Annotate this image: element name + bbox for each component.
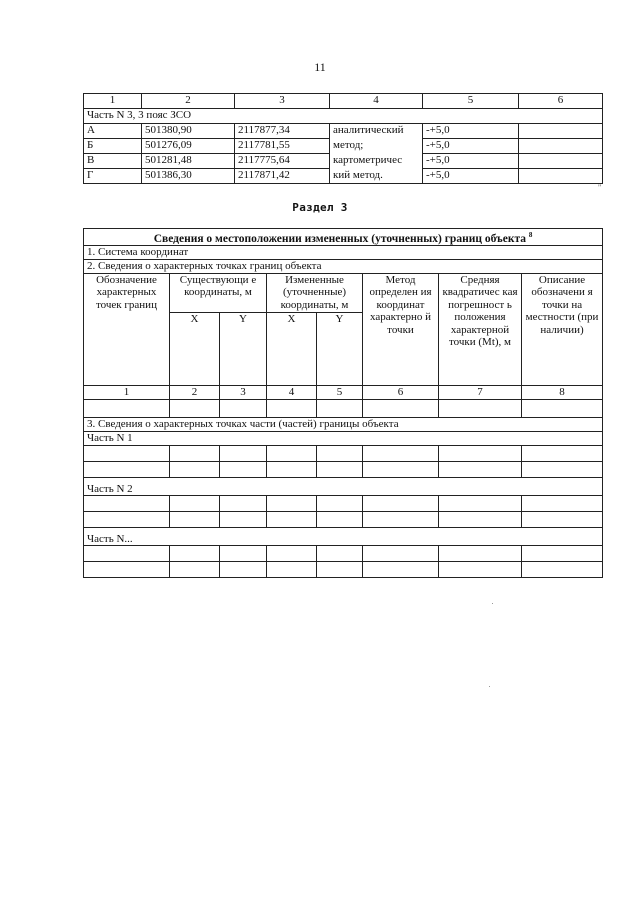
col-num: 2 bbox=[142, 94, 235, 109]
header-row bbox=[84, 273, 603, 312]
empty-cell bbox=[220, 461, 267, 477]
empty-cell bbox=[84, 511, 170, 527]
part-label: Часть N 3, 3 пояс ЗСО bbox=[84, 109, 603, 124]
empty-cell bbox=[363, 545, 439, 561]
point-name: Б bbox=[84, 139, 142, 154]
margin-mark: " bbox=[598, 183, 602, 192]
col-num: 6 bbox=[519, 94, 603, 109]
empty-cell bbox=[522, 511, 603, 527]
empty-cell bbox=[363, 445, 439, 461]
part-label-row bbox=[84, 109, 603, 124]
point-accuracy: -+5,0 bbox=[423, 169, 519, 184]
header-description: Описание обозначени я точки на местности (при наличии) bbox=[522, 273, 603, 385]
scan-speck bbox=[492, 603, 493, 604]
point-y: 2117781,55 bbox=[235, 139, 330, 154]
empty-cell bbox=[522, 461, 603, 477]
header-x: X bbox=[267, 312, 317, 385]
empty-cell bbox=[363, 511, 439, 527]
empty-cell bbox=[220, 445, 267, 461]
empty-cell bbox=[84, 545, 170, 561]
empty-cell bbox=[267, 399, 317, 417]
point-x: 501386,30 bbox=[142, 169, 235, 184]
empty-cell bbox=[170, 545, 220, 561]
point-x: 501380,90 bbox=[142, 124, 235, 139]
empty-cell bbox=[317, 561, 363, 577]
empty-cell bbox=[439, 495, 522, 511]
part-coordinates-table bbox=[83, 93, 603, 184]
section-title: Раздел 3 bbox=[292, 201, 348, 214]
table-row bbox=[84, 139, 603, 154]
point-note bbox=[519, 139, 603, 154]
empty-cell bbox=[170, 495, 220, 511]
point-accuracy: -+5,0 bbox=[423, 139, 519, 154]
coord-system-row bbox=[84, 245, 603, 259]
col-num: 1 bbox=[84, 94, 142, 109]
col-num: 8 bbox=[522, 385, 603, 399]
empty-row bbox=[84, 399, 603, 417]
point-x: 501276,09 bbox=[142, 139, 235, 154]
point-accuracy: -+5,0 bbox=[423, 124, 519, 139]
empty-cell bbox=[439, 399, 522, 417]
point-method: аналитический bbox=[330, 124, 423, 139]
empty-cell bbox=[363, 399, 439, 417]
header-method: Метод определен ия координат характерно й точки bbox=[363, 273, 439, 385]
empty-cell bbox=[363, 461, 439, 477]
empty-cell bbox=[170, 461, 220, 477]
empty-cell bbox=[439, 461, 522, 477]
col-num: 7 bbox=[439, 385, 522, 399]
empty-cell bbox=[170, 511, 220, 527]
col-num: 6 bbox=[363, 385, 439, 399]
header-x: X bbox=[170, 312, 220, 385]
parts-info-label: 3. Сведения о характерных точках части (частей) границы объекта bbox=[84, 417, 603, 431]
point-method: кий метод. bbox=[330, 169, 423, 184]
col-num: 5 bbox=[317, 385, 363, 399]
empty-cell bbox=[267, 561, 317, 577]
empty-cell bbox=[522, 561, 603, 577]
header-y: Y bbox=[220, 312, 267, 385]
empty-cell bbox=[267, 495, 317, 511]
empty-cell bbox=[317, 461, 363, 477]
points-info-row bbox=[84, 259, 603, 273]
table-title-text: Сведения о местоположении измененных (уточненных) границ объекта bbox=[153, 232, 527, 245]
table-row bbox=[84, 124, 603, 139]
empty-cell bbox=[267, 445, 317, 461]
point-y: 2117877,34 bbox=[235, 124, 330, 139]
col-num: 4 bbox=[267, 385, 317, 399]
empty-cell bbox=[317, 445, 363, 461]
point-note bbox=[519, 169, 603, 184]
header-existing: Существующи е координаты, м bbox=[170, 273, 267, 312]
empty-cell bbox=[267, 461, 317, 477]
part-row bbox=[84, 431, 603, 445]
part-row bbox=[84, 477, 603, 495]
point-y: 2117871,42 bbox=[235, 169, 330, 184]
empty-cell bbox=[363, 495, 439, 511]
empty-cell bbox=[170, 399, 220, 417]
point-x: 501281,48 bbox=[142, 154, 235, 169]
point-accuracy: -+5,0 bbox=[423, 154, 519, 169]
col-num: 3 bbox=[220, 385, 267, 399]
point-y: 2117775,64 bbox=[235, 154, 330, 169]
empty-cell bbox=[220, 561, 267, 577]
empty-cell bbox=[220, 399, 267, 417]
empty-cell bbox=[439, 545, 522, 561]
empty-cell bbox=[317, 511, 363, 527]
table-row bbox=[84, 154, 603, 169]
empty-cell bbox=[317, 399, 363, 417]
point-method: метод; bbox=[330, 139, 423, 154]
point-note bbox=[519, 124, 603, 139]
part-row bbox=[84, 527, 603, 545]
empty-row bbox=[84, 461, 603, 477]
empty-cell bbox=[317, 545, 363, 561]
points-info-label: 2. Сведения о характерных точках границ объекта bbox=[84, 259, 603, 273]
empty-cell bbox=[522, 399, 603, 417]
point-method: картометричес bbox=[330, 154, 423, 169]
point-note bbox=[519, 154, 603, 169]
empty-cell bbox=[170, 561, 220, 577]
column-number-row bbox=[84, 94, 603, 109]
col-num: 4 bbox=[330, 94, 423, 109]
header-designation: Обозначение характерных точек границ bbox=[84, 273, 170, 385]
boundary-info-table bbox=[83, 228, 603, 578]
col-num: 5 bbox=[423, 94, 519, 109]
empty-cell bbox=[522, 445, 603, 461]
header-y: Y bbox=[317, 312, 363, 385]
empty-cell bbox=[439, 561, 522, 577]
point-name: Г bbox=[84, 169, 142, 184]
coord-system-label: 1. Система координат bbox=[84, 245, 603, 259]
col-num: 1 bbox=[84, 385, 170, 399]
empty-cell bbox=[317, 495, 363, 511]
col-num: 3 bbox=[235, 94, 330, 109]
table-row bbox=[84, 169, 603, 184]
empty-cell bbox=[522, 545, 603, 561]
empty-cell bbox=[439, 445, 522, 461]
header-changed: Измененные (уточненные) координаты, м bbox=[267, 273, 363, 312]
empty-cell bbox=[84, 495, 170, 511]
empty-cell bbox=[84, 461, 170, 477]
footnote-ref: 8 bbox=[528, 231, 533, 239]
empty-cell bbox=[84, 445, 170, 461]
table-title bbox=[84, 229, 603, 246]
part-label: Часть N 2 bbox=[84, 477, 603, 495]
empty-cell bbox=[220, 495, 267, 511]
empty-cell bbox=[220, 545, 267, 561]
column-number-row bbox=[84, 385, 603, 399]
empty-row bbox=[84, 561, 603, 577]
empty-row bbox=[84, 445, 603, 461]
empty-cell bbox=[220, 511, 267, 527]
empty-row bbox=[84, 495, 603, 511]
empty-row bbox=[84, 545, 603, 561]
empty-row bbox=[84, 511, 603, 527]
empty-cell bbox=[84, 399, 170, 417]
scan-speck bbox=[489, 686, 490, 687]
empty-cell bbox=[267, 511, 317, 527]
empty-cell bbox=[363, 561, 439, 577]
page-number: 11 bbox=[314, 60, 326, 74]
point-name: В bbox=[84, 154, 142, 169]
empty-cell bbox=[170, 445, 220, 461]
empty-cell bbox=[267, 545, 317, 561]
col-num: 2 bbox=[170, 385, 220, 399]
parts-info-row bbox=[84, 417, 603, 431]
header-accuracy: Средняя квадратичес кая погрешност ь положения характерной точки (Mt), м bbox=[439, 273, 522, 385]
part-label: Часть N... bbox=[84, 527, 603, 545]
title-row bbox=[84, 229, 603, 246]
point-name: А bbox=[84, 124, 142, 139]
empty-cell bbox=[84, 561, 170, 577]
empty-cell bbox=[439, 511, 522, 527]
empty-cell bbox=[522, 495, 603, 511]
part-label: Часть N 1 bbox=[84, 431, 603, 445]
